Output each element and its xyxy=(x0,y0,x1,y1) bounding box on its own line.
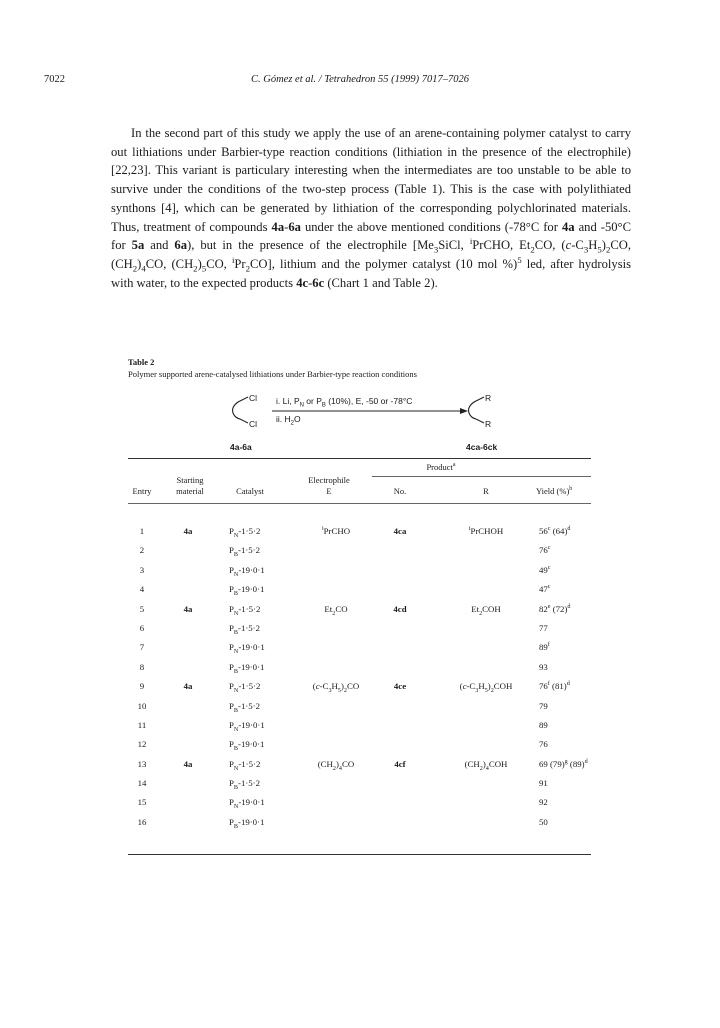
yield-cell: 79 xyxy=(539,700,548,711)
entry-cell: 16 xyxy=(137,816,147,827)
product-group-rule xyxy=(372,476,591,477)
substituent-cl-top: Cl xyxy=(249,393,258,403)
entry-cell: 12 xyxy=(137,739,147,750)
catalyst-cell: $P_B-19\cdot 0\cdot 1$ xyxy=(229,661,265,675)
table-row xyxy=(128,523,591,542)
yield-cell: 47$^c$ xyxy=(539,584,551,595)
electrophile-cell: $^i$PrCHO xyxy=(321,526,351,536)
header-starting-material: Starting material xyxy=(176,475,204,496)
starting-material-cell: 4a xyxy=(183,758,193,769)
body-paragraph-block xyxy=(111,124,631,292)
table-row xyxy=(128,698,591,717)
product-r-cell: $(c-C_3H_5)_2COH$ xyxy=(459,681,513,694)
yield-cell: 89$^f$ xyxy=(539,642,550,653)
catalyst-cell: $P_N-1\cdot 5\cdot 2$ xyxy=(229,603,261,617)
yield-cell: 49$^c$ xyxy=(539,564,551,575)
catalyst-cell: $P_N-1\cdot 5\cdot 2$ xyxy=(229,681,261,694)
catalyst-cell: $P_N-19\cdot 0\cdot 1$ xyxy=(229,797,265,811)
header-r: R xyxy=(483,486,489,496)
product-no-cell: 4cf xyxy=(394,758,406,769)
header-entry: Entry xyxy=(132,486,152,496)
header-bottom-rule xyxy=(128,503,591,504)
catalyst-cell: $P_N-19\cdot 0\cdot 1$ xyxy=(229,564,265,578)
product-no-cell: 4cd xyxy=(393,603,407,614)
yield-cell: 56$^c$ $(64)^d$ xyxy=(539,526,571,536)
entry-cell: 9 xyxy=(139,681,145,692)
catalyst-cell: $P_B-1\cdot 5\cdot 2$ xyxy=(229,778,260,791)
entry-cell: 10 xyxy=(137,700,147,711)
table-row xyxy=(128,775,591,794)
entry-cell: 4 xyxy=(139,584,145,595)
reactant-label: 4a-6a xyxy=(230,442,252,452)
product-r-cell: $Et_2COH$ xyxy=(471,603,501,617)
starting-material-cell: 4a xyxy=(183,681,193,692)
table-row xyxy=(128,601,591,620)
entry-cell: 5 xyxy=(139,603,145,614)
body-paragraph: In the second part of this study we apply the use of an arene-containing polymer catalyst to carry out lithiations under Barbier-type reaction conditions (lithiation in the presence of the electrophile) [22,23]. This variant is particulary interesting when the intermediates are too unstable to be able to survive under the conditions of the two-step process (Table 1). This is the case with polylithiated synthons [4], which can be generated by lithiation of the corresponding polychlorinated materials. Thus, treatment of compounds 4a-6a under the above mentioned conditions (-78°C for 4a and -50°C for 5a and 6a), but in the presence of the electrophile [$Me_3SiCl$, $^i$PrCHO, $Et_2CO$, $(c-C_3H_5)_2CO$, $(CH_2)_4CO$, $(CH_2)_5CO$, $^iPr_2CO$], lithium and the polymer catalyst (10 mol %)$^5$ led, after hydrolysis with water, to the expected products 4c-6c (Chart 1 and Table 2). xyxy=(111,126,632,290)
table-row xyxy=(128,620,591,639)
yield-cell: 82e $(72)^d$ xyxy=(539,603,571,614)
product-no-cell: 4ca xyxy=(393,526,407,536)
product-r-cell: $^i$PrCHOH xyxy=(468,526,504,536)
table-caption: Polymer supported arene-catalysed lithiations under Barbier-type reaction conditions xyxy=(128,369,417,379)
substituent-r-top: R xyxy=(485,393,492,403)
table-row xyxy=(128,639,591,658)
electrophile-cell: $Et_2CO$ xyxy=(324,603,348,617)
table-row xyxy=(128,542,591,561)
header-catalyst: Catalyst xyxy=(236,486,264,496)
catalyst-cell: $P_N-19\cdot 0\cdot 1$ xyxy=(229,642,265,656)
entry-cell: 1 xyxy=(139,526,145,536)
product-no-cell: 4ce xyxy=(393,681,407,692)
yield-cell: 76 xyxy=(539,739,548,750)
yield-cell: 69 $(79)^g$ $(89)^d$ xyxy=(539,758,588,769)
catalyst-cell: $P_B-1\cdot 5\cdot 2$ xyxy=(229,700,260,714)
catalyst-cell: $P_N-1\cdot 5\cdot 2$ xyxy=(229,758,261,772)
substituent-cl-bottom: Cl xyxy=(249,419,258,429)
yield-cell: 91 xyxy=(539,778,548,789)
entry-cell: 8 xyxy=(139,661,145,672)
yield-cell: 89 xyxy=(539,719,548,730)
running-head: C. Gómez et al. / Tetrahedron 55 (1999) 7017–7026 xyxy=(251,74,469,85)
entry-cell: 2 xyxy=(139,545,145,556)
catalyst-cell: $P_B-1\cdot 5\cdot 2$ xyxy=(229,622,260,636)
electrophile-cell: $(c-C_3H_5)_2CO$ xyxy=(312,681,360,694)
catalyst-cell: $P_B-19\cdot 0\cdot 1$ xyxy=(229,816,265,830)
entry-cell: 11 xyxy=(137,719,147,730)
table-label: Table 2 xyxy=(128,357,155,367)
table-bottom-rule xyxy=(128,854,591,855)
table-row xyxy=(128,678,591,697)
table-row xyxy=(128,659,591,678)
entry-cell: 6 xyxy=(139,622,145,633)
table-row xyxy=(128,814,591,833)
starting-material-cell: 4a xyxy=(183,526,193,536)
product-label: 4ca-6ck xyxy=(466,442,498,452)
table-row xyxy=(128,581,591,600)
header-electrophile: Electrophile E xyxy=(308,475,350,496)
header-no: No. xyxy=(393,486,407,496)
entry-cell: 15 xyxy=(137,797,147,808)
reagents-line-2: ii. $H_2O$ xyxy=(276,414,301,427)
header-product-group: Product$^a$ xyxy=(426,462,456,472)
header-yield: Yield (%)$^b$ xyxy=(536,486,573,496)
table-row xyxy=(128,794,591,813)
yield-cell: 76$^c$ xyxy=(539,545,551,556)
entry-cell: 14 xyxy=(137,778,147,789)
page-number: 7022 xyxy=(44,74,65,85)
table-row xyxy=(128,736,591,755)
catalyst-cell: $P_B-19\cdot 0\cdot 1$ xyxy=(229,739,265,753)
table-body xyxy=(128,523,591,833)
yield-cell: 93 xyxy=(539,661,548,672)
table-row xyxy=(128,717,591,736)
product-r-cell: $(CH_2)_4COH$ xyxy=(464,758,508,772)
entry-cell: 7 xyxy=(139,642,145,653)
catalyst-cell: $P_N-1\cdot 5\cdot 2$ xyxy=(229,526,261,539)
electrophile-cell: $(CH_2)_4CO$ xyxy=(317,758,355,772)
table-row xyxy=(128,562,591,581)
substituent-r-bottom: R xyxy=(485,419,492,429)
yield-cell: 92 xyxy=(539,797,548,808)
yield-cell: 76$^f$ $(81)^d$ xyxy=(539,681,570,692)
table-top-rule xyxy=(128,458,591,459)
reaction-scheme xyxy=(228,393,528,455)
catalyst-cell: $P_B-19\cdot 0\cdot 1$ xyxy=(229,584,265,597)
yield-cell: 77 xyxy=(539,622,548,633)
reagents-line-1: i. Li, $P_N$ or $P_B$ (10%), E, -50 or -78°C xyxy=(276,396,413,409)
starting-material-cell: 4a xyxy=(183,603,193,614)
catalyst-cell: $P_N-19\cdot 0\cdot 1$ xyxy=(229,719,265,733)
entry-cell: 3 xyxy=(139,564,145,575)
table-row xyxy=(128,756,591,775)
catalyst-cell: $P_B-1\cdot 5\cdot 2$ xyxy=(229,545,260,559)
yield-cell: 50 xyxy=(539,816,548,827)
entry-cell: 13 xyxy=(137,758,147,769)
